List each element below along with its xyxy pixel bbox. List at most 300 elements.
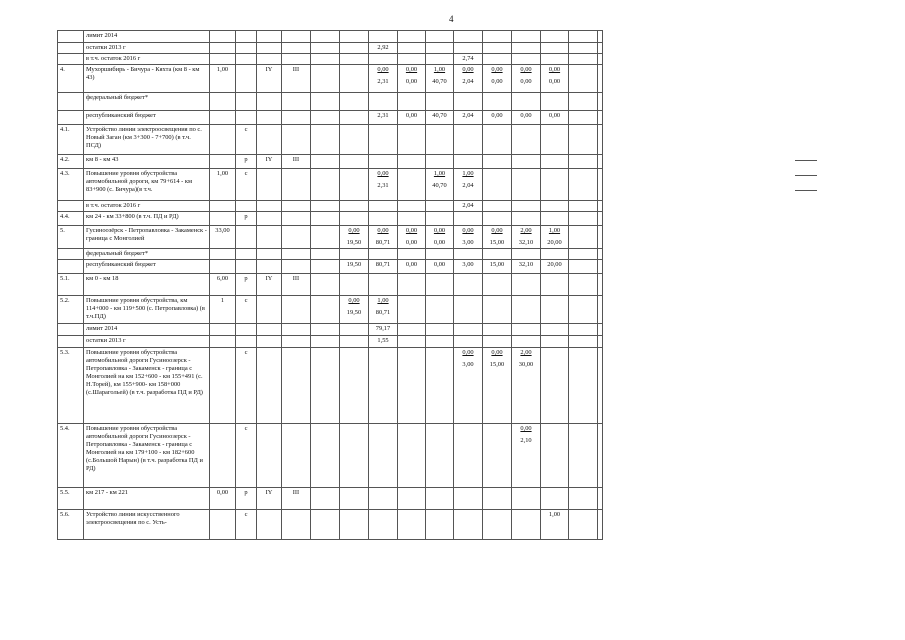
value-cell: 2,04 <box>454 111 483 125</box>
value-cell <box>426 31 454 43</box>
value-cell <box>454 274 483 296</box>
value-cell <box>483 201 512 212</box>
row-class <box>282 93 311 111</box>
value-cell <box>369 201 398 212</box>
value-cell <box>454 510 483 540</box>
row-number <box>58 201 84 212</box>
value-cell: 1,00 40,70 <box>426 65 454 93</box>
row-class <box>282 510 311 540</box>
value-cell: 0,00 2,04 <box>454 65 483 93</box>
value-cell <box>569 54 598 65</box>
value-cell <box>311 31 340 43</box>
value-cell: 80,71 <box>369 260 398 274</box>
value-cell <box>569 249 598 260</box>
row-class <box>282 125 311 155</box>
value-cell <box>598 296 603 324</box>
table-row <box>58 31 603 43</box>
value-cell <box>483 274 512 296</box>
row-type: с <box>236 424 257 488</box>
value-cell <box>311 201 340 212</box>
value-cell: 79,17 <box>369 324 398 336</box>
table-row <box>58 249 603 260</box>
row-type <box>236 324 257 336</box>
value-cell <box>454 31 483 43</box>
value-cell: 0,00 80,71 <box>369 226 398 249</box>
table-row <box>58 324 603 336</box>
row-name: км 0 - км 18 <box>84 274 210 296</box>
value-cell <box>340 324 369 336</box>
value-cell <box>541 201 569 212</box>
value-cell <box>311 65 340 93</box>
row-category <box>257 296 282 324</box>
row-category <box>257 510 282 540</box>
value-cell <box>340 510 369 540</box>
value-cell <box>598 510 603 540</box>
row-length <box>210 201 236 212</box>
value-cell <box>426 488 454 510</box>
value-cell: 2,92 <box>369 43 398 54</box>
row-class: III <box>282 274 311 296</box>
value-cell <box>426 324 454 336</box>
row-type <box>236 65 257 93</box>
table-row <box>58 212 603 226</box>
row-length <box>210 111 236 125</box>
value-cell <box>311 488 340 510</box>
row-number: 5.5. <box>58 488 84 510</box>
value-cell <box>512 488 541 510</box>
value-cell: 0,00 3,00 <box>454 348 483 424</box>
row-length: 0,00 <box>210 488 236 510</box>
row-number <box>58 31 84 43</box>
value-cell <box>569 274 598 296</box>
value-cell <box>340 336 369 348</box>
value-cell <box>311 93 340 111</box>
row-name: Повышение уровня обустройства, км 114+000 - км 119+500 (с. Петропавловка) (в т.ч.ПД) <box>84 296 210 324</box>
row-category <box>257 249 282 260</box>
row-name: Устройство линии электроосвещения по с. Новый Заган (км 3+300 - 7+700) (в т.ч. ПСД) <box>84 125 210 155</box>
value-cell <box>541 212 569 226</box>
row-length <box>210 336 236 348</box>
row-category <box>257 169 282 201</box>
value-cell <box>311 111 340 125</box>
value-cell: 2,00 30,00 <box>512 348 541 424</box>
value-cell <box>569 212 598 226</box>
row-name: Повышение уровня обустройства автомобильной дороги Гусиноозерск - Петропавловка - Закаменск - граница с Монголией на км 179+100 - км 182+600 (с.Большой Нарын) (в т.ч. разработка ПД и РД) <box>84 424 210 488</box>
row-length <box>210 260 236 274</box>
value-cell <box>483 31 512 43</box>
row-name: км 24 - км 33+800 (в т.ч. ПД и РД) <box>84 212 210 226</box>
value-cell <box>598 274 603 296</box>
table-row <box>58 43 603 54</box>
value-cell <box>598 43 603 54</box>
value-cell: 2,04 <box>454 201 483 212</box>
value-cell <box>311 510 340 540</box>
value-cell <box>598 54 603 65</box>
value-cell <box>340 43 369 54</box>
row-number: 5.2. <box>58 296 84 324</box>
row-category <box>257 93 282 111</box>
row-number <box>58 336 84 348</box>
row-class <box>282 324 311 336</box>
row-class <box>282 249 311 260</box>
row-length <box>210 125 236 155</box>
value-cell: 20,00 <box>541 260 569 274</box>
value-cell <box>598 348 603 424</box>
row-number: 5.1. <box>58 274 84 296</box>
row-name: лимит 2014 <box>84 31 210 43</box>
row-name: км 8 - км 43 <box>84 155 210 169</box>
value-cell <box>598 125 603 155</box>
row-category <box>257 336 282 348</box>
value-cell: 1,00 <box>541 510 569 540</box>
value-cell <box>311 43 340 54</box>
value-cell <box>454 155 483 169</box>
value-cell: 40,70 <box>426 111 454 125</box>
value-cell: 0,00 0,00 <box>398 65 426 93</box>
value-cell <box>598 260 603 274</box>
value-cell: 3,00 <box>454 260 483 274</box>
row-number <box>58 54 84 65</box>
value-cell <box>569 348 598 424</box>
row-number: 4.2. <box>58 155 84 169</box>
row-category <box>257 260 282 274</box>
value-cell: 0,00 <box>426 260 454 274</box>
row-class <box>282 260 311 274</box>
table-row <box>58 510 603 540</box>
table-row <box>58 155 603 169</box>
value-cell <box>398 212 426 226</box>
row-length <box>210 155 236 169</box>
value-cell <box>569 43 598 54</box>
value-cell <box>569 260 598 274</box>
row-length: 33,00 <box>210 226 236 249</box>
row-class <box>282 336 311 348</box>
value-cell <box>369 125 398 155</box>
row-category: IY <box>257 488 282 510</box>
value-cell <box>311 348 340 424</box>
table-row <box>58 169 603 201</box>
value-cell: 19,50 <box>340 260 369 274</box>
row-type <box>236 226 257 249</box>
value-cell <box>483 155 512 169</box>
value-cell <box>569 201 598 212</box>
value-cell <box>598 65 603 93</box>
value-cell <box>340 125 369 155</box>
value-cell: 0,00 0,00 <box>398 226 426 249</box>
value-cell <box>340 201 369 212</box>
value-cell <box>398 155 426 169</box>
value-cell <box>541 249 569 260</box>
value-cell <box>569 169 598 201</box>
value-cell <box>398 488 426 510</box>
row-class <box>282 348 311 424</box>
row-number <box>58 324 84 336</box>
value-cell: 2,31 <box>369 111 398 125</box>
value-cell <box>311 296 340 324</box>
value-cell <box>454 296 483 324</box>
row-type <box>236 31 257 43</box>
value-cell <box>569 324 598 336</box>
row-type <box>236 43 257 54</box>
value-cell <box>369 488 398 510</box>
value-cell <box>483 424 512 488</box>
row-name: остатки 2013 г <box>84 43 210 54</box>
row-type: р <box>236 155 257 169</box>
row-name: федеральный бюджет* <box>84 249 210 260</box>
value-cell <box>569 93 598 111</box>
value-cell <box>598 93 603 111</box>
road-program-table <box>57 30 603 540</box>
row-type: р <box>236 274 257 296</box>
row-name: Повышение уровня обустройства автомобильной дороги, км 79+614 - км 83+900 (с. Бичура)(в т.ч. <box>84 169 210 201</box>
value-cell: 0,00 <box>398 260 426 274</box>
value-cell <box>340 31 369 43</box>
value-cell <box>311 324 340 336</box>
value-cell <box>369 155 398 169</box>
value-cell <box>483 93 512 111</box>
row-type: р <box>236 212 257 226</box>
value-cell <box>426 296 454 324</box>
row-class <box>282 296 311 324</box>
value-cell <box>398 43 426 54</box>
value-cell <box>426 54 454 65</box>
value-cell <box>340 155 369 169</box>
row-type <box>236 336 257 348</box>
value-cell <box>483 296 512 324</box>
value-cell <box>398 336 426 348</box>
value-cell <box>311 155 340 169</box>
value-cell: 0,00 0,00 <box>426 226 454 249</box>
value-cell: 32,10 <box>512 260 541 274</box>
value-cell <box>311 274 340 296</box>
value-cell <box>398 93 426 111</box>
value-cell: 2,00 32,10 <box>512 226 541 249</box>
value-cell <box>512 155 541 169</box>
value-cell <box>569 510 598 540</box>
row-number <box>58 249 84 260</box>
table-row <box>58 54 603 65</box>
row-class: III <box>282 488 311 510</box>
table-row <box>58 260 603 274</box>
value-cell <box>369 249 398 260</box>
value-cell <box>541 169 569 201</box>
value-cell: 15,00 <box>483 260 512 274</box>
value-cell: 0,00 15,00 <box>483 348 512 424</box>
value-cell <box>398 54 426 65</box>
row-category <box>257 201 282 212</box>
value-cell <box>426 249 454 260</box>
row-category <box>257 125 282 155</box>
value-cell: 0,00 0,00 <box>541 65 569 93</box>
value-cell <box>569 296 598 324</box>
row-category <box>257 424 282 488</box>
row-length <box>210 54 236 65</box>
value-cell: 0,00 0,00 <box>512 65 541 93</box>
row-type: с <box>236 348 257 424</box>
value-cell <box>369 93 398 111</box>
value-cell <box>483 54 512 65</box>
value-cell <box>398 169 426 201</box>
value-cell <box>340 274 369 296</box>
value-cell <box>512 43 541 54</box>
value-cell <box>512 201 541 212</box>
row-category: IY <box>257 65 282 93</box>
value-cell <box>483 336 512 348</box>
value-cell <box>426 212 454 226</box>
value-cell: 1,00 80,71 <box>369 296 398 324</box>
value-cell <box>541 125 569 155</box>
value-cell <box>311 336 340 348</box>
value-cell <box>340 169 369 201</box>
row-type: с <box>236 510 257 540</box>
value-cell <box>512 249 541 260</box>
value-cell: 1,55 <box>369 336 398 348</box>
value-cell <box>369 54 398 65</box>
value-cell <box>454 488 483 510</box>
value-cell <box>369 31 398 43</box>
row-category: IY <box>257 155 282 169</box>
value-cell <box>340 111 369 125</box>
value-cell <box>454 125 483 155</box>
value-cell <box>483 249 512 260</box>
value-cell: 0,00 0,00 <box>483 65 512 93</box>
row-category: IY <box>257 274 282 296</box>
value-cell <box>569 31 598 43</box>
value-cell <box>541 274 569 296</box>
value-cell <box>598 488 603 510</box>
row-length <box>210 510 236 540</box>
value-cell <box>340 65 369 93</box>
value-cell <box>483 324 512 336</box>
row-number: 5.6. <box>58 510 84 540</box>
value-cell <box>426 43 454 54</box>
value-cell <box>369 348 398 424</box>
table-row <box>58 125 603 155</box>
row-number: 4.3. <box>58 169 84 201</box>
value-cell <box>598 169 603 201</box>
value-cell <box>426 336 454 348</box>
row-class <box>282 43 311 54</box>
value-cell <box>483 43 512 54</box>
value-cell <box>512 336 541 348</box>
side-margin-mark <box>795 160 817 190</box>
value-cell: 0,00 <box>541 111 569 125</box>
value-cell <box>398 348 426 424</box>
value-cell: 0,00 19,50 <box>340 226 369 249</box>
row-category <box>257 348 282 424</box>
value-cell <box>569 125 598 155</box>
row-type: с <box>236 125 257 155</box>
value-cell <box>398 125 426 155</box>
row-type: с <box>236 296 257 324</box>
value-cell <box>454 424 483 488</box>
value-cell <box>426 93 454 111</box>
value-cell: 0,00 3,00 <box>454 226 483 249</box>
row-length <box>210 31 236 43</box>
row-type <box>236 260 257 274</box>
row-class: III <box>282 65 311 93</box>
row-name: остатки 2013 г <box>84 336 210 348</box>
row-category <box>257 31 282 43</box>
value-cell <box>340 488 369 510</box>
value-cell <box>512 212 541 226</box>
value-cell <box>483 510 512 540</box>
row-length <box>210 348 236 424</box>
row-category <box>257 226 282 249</box>
row-length <box>210 249 236 260</box>
row-type <box>236 93 257 111</box>
value-cell <box>598 155 603 169</box>
value-cell: 0,00 <box>512 111 541 125</box>
value-cell <box>369 274 398 296</box>
row-category <box>257 212 282 226</box>
row-class: III <box>282 155 311 169</box>
row-class <box>282 54 311 65</box>
value-cell <box>598 249 603 260</box>
value-cell <box>311 54 340 65</box>
row-length <box>210 43 236 54</box>
value-cell <box>369 212 398 226</box>
value-cell <box>541 54 569 65</box>
row-type <box>236 111 257 125</box>
row-category <box>257 54 282 65</box>
value-cell <box>598 212 603 226</box>
value-cell <box>454 249 483 260</box>
row-name: федеральный бюджет* <box>84 93 210 111</box>
value-cell <box>483 488 512 510</box>
value-cell <box>340 249 369 260</box>
value-cell <box>569 424 598 488</box>
value-cell <box>311 260 340 274</box>
row-name: в т.ч. остаток 2016 г <box>84 54 210 65</box>
value-cell <box>569 155 598 169</box>
value-cell <box>512 54 541 65</box>
value-cell <box>541 488 569 510</box>
value-cell <box>426 348 454 424</box>
row-class <box>282 226 311 249</box>
value-cell: 0,00 19,50 <box>340 296 369 324</box>
table-row <box>58 111 603 125</box>
value-cell <box>541 336 569 348</box>
page-number: 4 <box>449 14 454 24</box>
value-cell <box>454 212 483 226</box>
value-cell <box>598 424 603 488</box>
value-cell <box>512 31 541 43</box>
value-cell <box>512 324 541 336</box>
row-type: р <box>236 488 257 510</box>
value-cell <box>398 296 426 324</box>
value-cell <box>426 274 454 296</box>
value-cell <box>541 43 569 54</box>
value-cell <box>512 296 541 324</box>
value-cell <box>541 324 569 336</box>
row-length <box>210 212 236 226</box>
value-cell <box>454 43 483 54</box>
row-type: с <box>236 169 257 201</box>
value-cell <box>340 212 369 226</box>
value-cell <box>541 93 569 111</box>
row-name: Повышение уровня обустройства автомобильной дороги Гусиноозерск - Петропавловка - Закаменск - граница с Монголией на км 152+600 - км 155+491 (с. Н.Торей), км 155+900- км 158+000 (с.Шарагольей) (в т.ч. разработка ПД и РД) <box>84 348 210 424</box>
row-length <box>210 424 236 488</box>
value-cell <box>598 201 603 212</box>
value-cell <box>398 274 426 296</box>
row-length: 1,00 <box>210 169 236 201</box>
row-name: республиканский бюджет <box>84 111 210 125</box>
value-cell <box>483 169 512 201</box>
row-length: 1,00 <box>210 65 236 93</box>
table-row <box>58 93 603 111</box>
table-row <box>58 348 603 424</box>
